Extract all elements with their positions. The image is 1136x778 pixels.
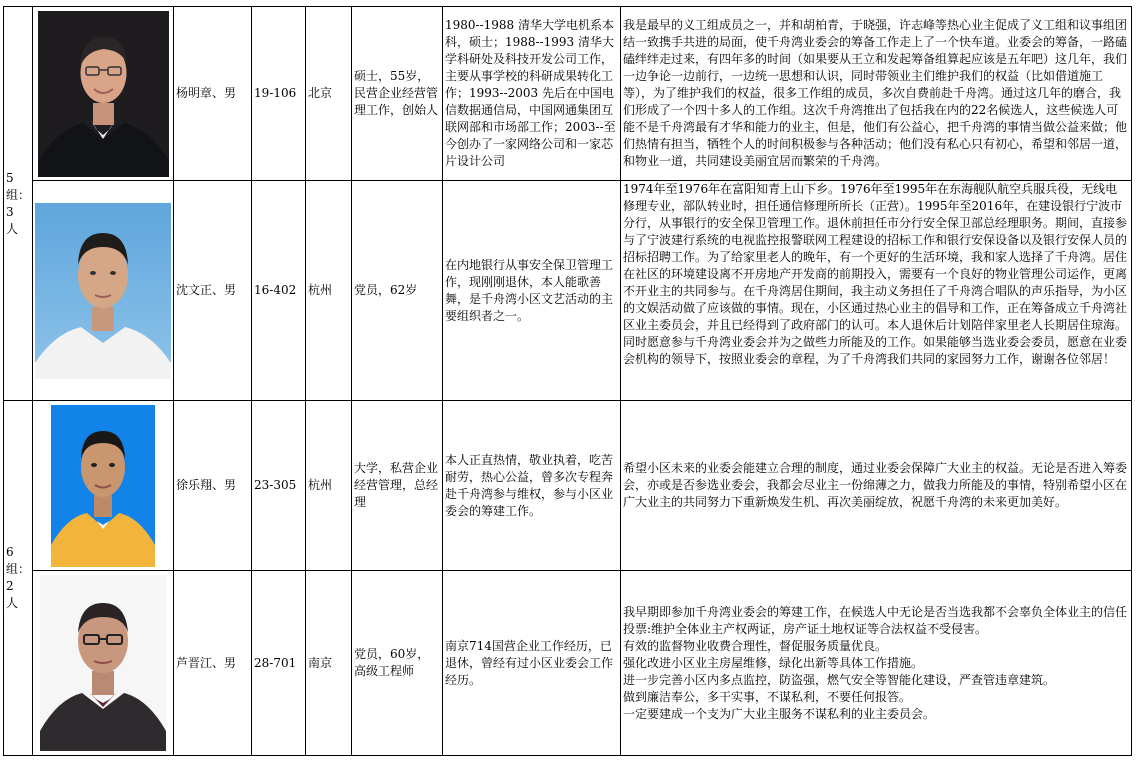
- candidate-profile: 党员，60岁，高级工程师: [352, 571, 443, 756]
- group-label: 6组：2人: [6, 545, 31, 610]
- candidate-name: 沈文正、男: [174, 181, 252, 401]
- city: 杭州: [306, 181, 352, 401]
- portrait-photo-4: [40, 575, 166, 751]
- candidate-statement-cell: [621, 181, 1132, 401]
- group-cell: [4, 401, 33, 756]
- unit-number: 16-402: [252, 181, 306, 401]
- candidate-experience: 在内地银行从事安全保卫管理工作，现刚刚退休，本人能歌善舞，是千舟湾小区文艺活动的主要组织者之一。: [443, 181, 621, 401]
- unit-number: 19-106: [252, 7, 306, 181]
- city: 南京: [306, 571, 352, 756]
- table-row: [4, 401, 1132, 571]
- table-row: [4, 181, 1132, 401]
- photo-cell: [33, 181, 174, 401]
- photo-cell: [33, 7, 174, 181]
- group-cell: [4, 7, 33, 401]
- candidate-experience: 1980--1988 清华大学电机系本科，硕士；1988--1993 清华大学科研处及科技开发公司工作，主要从事学校的科研成果转化工作；1993--2003 先后在中国电信数据通信局，中国网通集团互联网部和市场部工作；2003--至今创办了一家网络公司和一家芯片设计公司: [443, 7, 621, 181]
- candidate-experience: 本人正直热情，敬业执着，吃苦耐劳，热心公益，曾多次专程奔赴千舟湾参与维权，参与小区业委会的筹建工作。: [443, 401, 621, 571]
- portrait-photo-3: [51, 405, 155, 567]
- candidate-table: [3, 6, 1132, 756]
- candidate-name: 芦晋江、男: [174, 571, 252, 756]
- portrait-photo-1: [38, 11, 169, 177]
- portrait-icon: [35, 203, 171, 379]
- candidate-profile: 硕士，55岁，民营企业经营管理工作，创始人: [352, 7, 443, 181]
- statement-line: 有效的监督物业收费合理性，督促服务质量优良。: [623, 638, 888, 653]
- photo-cell: [33, 571, 174, 756]
- candidate-statement-cell: [621, 571, 1132, 756]
- table-row: [4, 571, 1132, 756]
- group-label: 5组：3人: [6, 170, 31, 236]
- candidate-statement: 希望小区未来的业委会能建立合理的制度，通过业委会保障广大业主的权益。无论是否进入筹委会，亦或是否参选业委会，我都会尽业主一份绵薄之力，做我力所能及的事情，特别希望小区在广大业主的共同努力下重新焕发生机、再次美丽绽放，祝愿千舟湾的未来更加美好。: [621, 401, 1132, 571]
- unit-number: 23-305: [252, 401, 306, 571]
- statement-line: 进一步完善小区内多点监控，防盗强，燃气安全等智能化建设，严查管违章建筑。: [623, 672, 1056, 687]
- portrait-photo-2: [35, 203, 171, 379]
- candidate-name: 徐乐翔、男: [174, 401, 252, 571]
- candidate-experience: 南京714国营企业工作经历，已退休，曾经有过小区业委会工作经历。: [443, 571, 621, 756]
- candidate-profile: 党员，62岁: [352, 181, 443, 401]
- candidate-statement: 1974年至1976年在富阳知青上山下乡。1976年至1995年在东海舰队航空兵服兵役，无线电修理专业，部队转业时，担任通信修理所所长（正营）。1995年至2016年，在建设银行宁波市分行，从事银行的安全保卫管理工作。退休前担任市分行安全保卫部总经理职务。期间，直接参与了宁波建行系统的电视监控报警联网工程建设的招标工作和银行安保设备以及银行安保人员的招标招聘工作。为了给家里老人的晚年，有一个更好的生活环境，我和家人选择了千舟湾。居住在社区的环境建设离不开房地产开发商的前期投入，需要有一个良好的物业管理公司运作，更离不开业主的共同参与。在千舟湾居住期间，我主动义务担任了千舟湾合唱队的声乐指导，为小区的文娱活动做了应该做的事情。现在，小区通过热心业主的倡导和工作，正在筹备成立千舟湾社区业主委员会，并且已经得到了政府部门的认可。本人退休后计划陪伴家里老人长期居住琼海。同时愿意参与千舟湾业委会并为之做些力所能及的工作。如果能够当选业委会委员，愿意在业委会机构的领导下，按照业委会的章程，为了千舟湾我们共同的家园努力工作，谢谢各位邻居！: [623, 182, 1128, 366]
- statement-line: 强化改进小区业主房屋维修，绿化出新等具体工作措施。: [623, 655, 924, 670]
- statement-line: 我早期即参加千舟湾业委会的筹建工作，在候选人中无论是否当选我都不会辜负全体业主的信任投票:维护全体业主产权两证，房产证土地权证等合法权益不受侵害。: [623, 604, 1128, 636]
- candidate-profile: 大学，私营企业经营管理，总经理: [352, 401, 443, 571]
- statement-line: 做到廉洁奉公，多干实事，不谋私利，不要任何报答。: [623, 689, 912, 704]
- portrait-icon: [51, 405, 155, 567]
- portrait-icon: [38, 11, 169, 177]
- unit-number: 28-701: [252, 571, 306, 756]
- photo-cell: [33, 401, 174, 571]
- city: 北京: [306, 7, 352, 181]
- city: 杭州: [306, 401, 352, 571]
- candidate-name: 杨明章、男: [174, 7, 252, 181]
- statement-line: 一定要建成一个支为广大业主服务不谋私利的业主委员会。: [623, 706, 936, 721]
- candidate-statement: 我是最早的义工组成员之一，并和胡柏青，于晓强，许志峰等热心业主促成了义工组和议事组团结一致携手共进的局面，使千舟湾业委会的筹备工作走上了一个快车道。业委会的筹备，一路磕磕绊绊走过来，有四年多的时间（如果要从王立和发起筹备组算起应该是五年吧）这几年，我们一边争论一边前行，一边统一思想和认识，同时带领业主们维护我们的权益（比如借道施工等），为了维护我们的权益，很多工作组的成员，多次自费前赴千舟湾。通过这几年的磨合，我们形成了一个四十多人的工作组。这次千舟湾推出了包括我在内的22名候选人，这些候选人可能不是千舟湾最有才华和能力的业主，但是，他们有公益心，把千舟湾的事情当做公益来做；他们热情有担当，牺牲个人的时间积极参与各种活动；他们没有私心只有初心，希望和邻居一道，和物业一道，共同建设美丽宜居而繁荣的千舟湾。: [621, 7, 1132, 181]
- table-row: [4, 7, 1132, 181]
- portrait-icon: [40, 575, 166, 751]
